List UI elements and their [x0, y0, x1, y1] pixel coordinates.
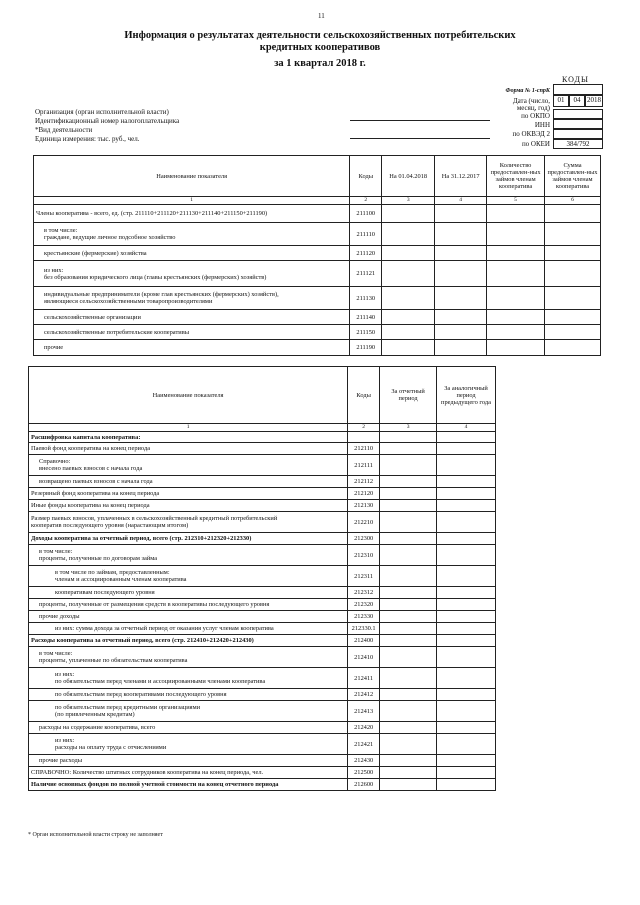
column-number: 1 — [34, 197, 350, 205]
column-header: Коды — [350, 156, 382, 197]
value-cell — [437, 668, 496, 689]
table-row — [29, 647, 496, 668]
table-row — [29, 500, 496, 512]
value-cell — [382, 287, 435, 310]
row-label — [29, 635, 348, 647]
value-cell — [545, 310, 601, 325]
table-row — [29, 488, 496, 500]
table-row — [29, 734, 496, 755]
value-cell — [437, 500, 496, 512]
row-label-text: Паевой фонд кооператива на конец периода — [31, 445, 151, 452]
row-code: 212300 — [348, 533, 380, 545]
row-label-text: Доходы кооператива за отчетный период, всего (стр. 212310+212320+212330) — [31, 535, 252, 542]
page-number: 11 — [318, 12, 325, 20]
row-label-text: Расходы кооператива за отчетный период, всего (стр. 212410+212420+212430) — [31, 637, 254, 644]
value-cell — [437, 533, 496, 545]
value-cell — [382, 340, 435, 356]
activity-underline — [350, 138, 490, 139]
row-code: 212130 — [348, 500, 380, 512]
value-cell — [435, 325, 487, 340]
value-cell — [380, 443, 437, 455]
row-code: 211100 — [350, 205, 382, 223]
row-label-text: из них: — [55, 737, 75, 744]
value-cell — [380, 599, 437, 611]
value-cell — [382, 223, 435, 246]
table-row — [29, 755, 496, 767]
row-label — [29, 767, 348, 779]
row-code: 212413 — [348, 701, 380, 722]
value-cell — [437, 545, 496, 566]
form-label: Форма № 1-спрК — [505, 88, 550, 94]
row-label-text: проценты, полученные от размещения средств в кооперативы последующего уровня — [39, 601, 270, 608]
column-number: 5 — [487, 197, 545, 205]
value-cell — [437, 476, 496, 488]
value-cell — [380, 432, 437, 443]
row-code: 212600 — [348, 779, 380, 791]
column-number: 4 — [437, 424, 496, 432]
table-row — [29, 701, 496, 722]
row-label-text: проценты, полученные по договорам займа — [39, 555, 158, 562]
okpo-box — [553, 109, 603, 119]
row-code: 212320 — [348, 599, 380, 611]
value-cell — [435, 310, 487, 325]
column-header: На 31.12.2017 — [435, 156, 487, 197]
row-label — [34, 340, 350, 356]
row-label-text: индивидуальные предприниматели (кроме глав крестьянских (фермерских) хозяйств), — [44, 291, 279, 298]
value-cell — [545, 340, 601, 356]
footnote: * Орган исполнительной власти строку не заполняет — [28, 832, 163, 838]
value-cell — [437, 611, 496, 623]
column-header: Сумма предоставлен-ных займов членам кооператива — [545, 156, 601, 197]
column-number-row — [34, 197, 601, 205]
value-cell — [382, 246, 435, 261]
value-cell — [487, 340, 545, 356]
row-label — [29, 647, 348, 668]
value-cell — [437, 455, 496, 476]
value-cell — [435, 223, 487, 246]
column-number: 4 — [435, 197, 487, 205]
table-row — [34, 287, 601, 310]
row-label-text: из них: — [55, 671, 75, 678]
row-label — [29, 755, 348, 767]
row-label — [29, 545, 348, 566]
row-label-text: по обязательствам перед кооперативами последующего уровня — [55, 691, 227, 698]
row-label — [29, 566, 348, 587]
row-label-text: кооператив последующего уровня (нарастающим итогом) — [31, 522, 189, 529]
value-cell — [437, 488, 496, 500]
row-label — [29, 512, 348, 533]
value-cell — [380, 545, 437, 566]
value-cell — [380, 635, 437, 647]
table-row — [34, 205, 601, 223]
okpo-label: по ОКПО — [521, 112, 550, 120]
row-code: 212412 — [348, 689, 380, 701]
row-code: 212111 — [348, 455, 380, 476]
column-number: 6 — [545, 197, 601, 205]
row-label — [29, 701, 348, 722]
date-year-box: 2018 — [585, 95, 603, 107]
org-underline — [350, 120, 490, 121]
row-label-text: расходы на содержание кооператива, всего — [39, 724, 156, 731]
inn-field-label: Идентификационный номер налогоплательщика — [35, 117, 180, 125]
unit-label: Единица измерения: тыс. руб., чел. — [35, 135, 140, 143]
row-label — [34, 205, 350, 223]
row-label-text: (по привлеченным кредитам) — [55, 711, 135, 718]
row-label — [29, 432, 348, 443]
row-label-text: в том числе: — [44, 227, 78, 234]
value-cell — [380, 512, 437, 533]
value-cell — [437, 432, 496, 443]
value-cell — [437, 587, 496, 599]
value-cell — [380, 623, 437, 635]
value-cell — [435, 246, 487, 261]
okei-label: по ОКЕИ — [521, 140, 550, 148]
row-label — [29, 443, 348, 455]
row-code: 212410 — [348, 647, 380, 668]
value-cell — [380, 488, 437, 500]
row-label-text: Иные фонды кооператива на конец периода — [31, 502, 150, 509]
row-label — [29, 476, 348, 488]
report-title-line1: Информация о результатах деятельности сельскохозяйственных потребительских — [124, 30, 516, 41]
column-number-row — [29, 424, 496, 432]
row-label-text: возвращено паевых взносов с начала года — [39, 478, 153, 485]
table-header-row — [34, 156, 601, 197]
row-code: 212120 — [348, 488, 380, 500]
table-row — [29, 623, 496, 635]
table-row — [29, 599, 496, 611]
row-label — [29, 623, 348, 635]
table-row — [29, 722, 496, 734]
okved-label: по ОКВЭД 2 — [512, 130, 550, 138]
report-title-line2: кредитных кооперативов — [259, 42, 381, 53]
row-code: 212311 — [348, 566, 380, 587]
value-cell — [545, 287, 601, 310]
table-row — [29, 587, 496, 599]
row-code: 211190 — [350, 340, 382, 356]
table-row — [34, 340, 601, 356]
table-row — [29, 635, 496, 647]
value-cell — [380, 611, 437, 623]
table-header-row — [29, 367, 496, 424]
row-label — [34, 287, 350, 310]
value-cell — [487, 287, 545, 310]
row-code: 211140 — [350, 310, 382, 325]
value-cell — [380, 455, 437, 476]
value-cell — [487, 223, 545, 246]
table-row — [34, 310, 601, 325]
inn-code-label: ИНН — [534, 121, 550, 129]
row-code: 212400 — [348, 635, 380, 647]
value-cell — [380, 587, 437, 599]
capital-table — [28, 366, 496, 791]
row-code: 212430 — [348, 755, 380, 767]
value-cell — [437, 701, 496, 722]
row-code: 212210 — [348, 512, 380, 533]
value-cell — [380, 647, 437, 668]
date-label: Дата (число, месяц, год) — [512, 97, 550, 112]
row-label — [34, 261, 350, 287]
row-code: 212110 — [348, 443, 380, 455]
table-row — [29, 545, 496, 566]
column-header: Наименование показателя — [29, 367, 348, 424]
okved-box — [553, 129, 603, 139]
row-label — [29, 779, 348, 791]
row-label-text: в том числе: — [39, 650, 73, 657]
column-header: За отчетный период — [380, 367, 437, 424]
row-label-text: по обязательствам перед членами и ассоциированными членами кооператива — [55, 678, 266, 685]
table-row — [29, 455, 496, 476]
value-cell — [380, 566, 437, 587]
row-label-text: сельскохозяйственные организации — [44, 313, 141, 321]
value-cell — [437, 599, 496, 611]
value-cell — [380, 755, 437, 767]
org-label: Организация (орган исполнительной власти) — [35, 108, 169, 116]
row-code: 212310 — [348, 545, 380, 566]
row-label — [34, 310, 350, 325]
value-cell — [435, 287, 487, 310]
row-label-text: являющиеся сельскохозяйственными товаропроизводителями — [44, 298, 213, 305]
value-cell — [545, 205, 601, 223]
table-row — [34, 223, 601, 246]
table-row — [29, 767, 496, 779]
value-cell — [437, 779, 496, 791]
row-label-text: по обязательствам перед кредитными организациями — [55, 704, 201, 711]
value-cell — [487, 310, 545, 325]
table-row — [29, 443, 496, 455]
table-row — [29, 668, 496, 689]
column-header: Количество предоставлен-ных займов членам кооператива — [487, 156, 545, 197]
column-number: 1 — [29, 424, 348, 432]
table-row — [29, 476, 496, 488]
date-month-box: 04 — [569, 95, 585, 107]
row-code: 211121 — [350, 261, 382, 287]
row-label-text: прочие — [44, 344, 64, 351]
row-label — [29, 599, 348, 611]
value-cell — [437, 512, 496, 533]
value-cell — [380, 779, 437, 791]
value-cell — [437, 443, 496, 455]
row-code: 211150 — [350, 325, 382, 340]
value-cell — [380, 476, 437, 488]
okei-box: 384/792 — [553, 139, 603, 149]
inn-box — [553, 119, 603, 129]
value-cell — [437, 689, 496, 701]
row-label-text: в том числе по займам, предоставленным: — [55, 569, 170, 576]
row-label-text: прочие доходы — [39, 613, 80, 620]
row-label-text: Расшифровка капитала кооператива: — [31, 433, 141, 441]
row-code: 212411 — [348, 668, 380, 689]
row-code: 212330 — [348, 611, 380, 623]
row-label-text: Размер паевых взносов, уплаченных в сельскохозяйственный кредитный потребительский — [31, 515, 278, 522]
value-cell — [380, 722, 437, 734]
value-cell — [380, 500, 437, 512]
row-label — [29, 734, 348, 755]
row-label-text: Резервный фонд кооператива на конец периода — [31, 490, 160, 497]
value-cell — [545, 246, 601, 261]
row-label-text: кооперативам последующего уровня — [55, 589, 155, 596]
row-label-text: внесено паевых взносов с начала года — [39, 465, 143, 472]
column-header: За аналогичный период предыдущего года — [437, 367, 496, 424]
table-row — [29, 512, 496, 533]
value-cell — [380, 533, 437, 545]
column-header: Наименование показателя — [34, 156, 350, 197]
row-code: 212421 — [348, 734, 380, 755]
row-code: 212500 — [348, 767, 380, 779]
value-cell — [380, 701, 437, 722]
value-cell — [545, 325, 601, 340]
row-label-text: проценты, уплаченные по обязательствам кооператива — [39, 657, 188, 664]
table-row — [34, 325, 601, 340]
table-row — [29, 611, 496, 623]
value-cell — [382, 325, 435, 340]
row-code — [348, 432, 380, 443]
value-cell — [437, 755, 496, 767]
row-code: 212112 — [348, 476, 380, 488]
row-label — [34, 325, 350, 340]
row-code: 211120 — [350, 246, 382, 261]
value-cell — [380, 767, 437, 779]
value-cell — [382, 261, 435, 287]
row-label-text: без образования юридического лица (главы крестьянских (фермерских) хозяйств) — [44, 273, 267, 281]
row-label — [29, 587, 348, 599]
members-table — [33, 155, 601, 356]
value-cell — [380, 668, 437, 689]
table-row — [29, 566, 496, 587]
table-row — [29, 533, 496, 545]
report-title-line3: за 1 квартал 2018 г. — [274, 58, 366, 69]
row-label-text: Справочно: — [39, 458, 71, 465]
value-cell — [435, 340, 487, 356]
row-code: 212420 — [348, 722, 380, 734]
value-cell — [380, 689, 437, 701]
row-label-text: расходы на оплату труда с отчислениями — [55, 744, 167, 751]
value-cell — [380, 734, 437, 755]
value-cell — [435, 261, 487, 287]
form-code-box — [553, 84, 603, 95]
row-label — [34, 223, 350, 246]
table-row — [29, 689, 496, 701]
value-cell — [437, 647, 496, 668]
row-label-text: Наличие основных фондов по полной учетной стоимости на конец отчетного периода — [31, 781, 279, 788]
value-cell — [437, 623, 496, 635]
row-label-text: членам и ассоциированным членам кооператива — [55, 576, 187, 583]
column-number: 3 — [380, 424, 437, 432]
column-header: На 01.04.2018 — [382, 156, 435, 197]
row-label — [29, 689, 348, 701]
row-label — [29, 722, 348, 734]
value-cell — [487, 246, 545, 261]
codes-label: КОДЫ — [562, 75, 589, 84]
row-label-text: крестьянские (фермерские) хозяйства — [44, 249, 147, 257]
value-cell — [437, 566, 496, 587]
row-label — [29, 500, 348, 512]
row-label — [29, 455, 348, 476]
row-label-text: из них: сумма дохода за отчетный период от оказания услуг членам кооператива — [55, 625, 274, 632]
row-label — [29, 611, 348, 623]
row-label-text: прочие расходы — [39, 757, 83, 764]
value-cell — [487, 205, 545, 223]
row-label-text: сельскохозяйственные потребительские кооперативы — [44, 328, 190, 336]
row-label — [34, 246, 350, 261]
row-label — [29, 533, 348, 545]
row-code: 212312 — [348, 587, 380, 599]
column-number: 2 — [348, 424, 380, 432]
table-row — [29, 779, 496, 791]
table-row — [34, 246, 601, 261]
row-label-text: из них: — [44, 266, 64, 274]
date-day-box: 01 — [553, 95, 569, 107]
value-cell — [382, 205, 435, 223]
column-number: 2 — [350, 197, 382, 205]
value-cell — [437, 767, 496, 779]
value-cell — [487, 261, 545, 287]
table-row — [34, 261, 601, 287]
value-cell — [382, 310, 435, 325]
activity-label: *Вид деятельности — [35, 126, 93, 134]
value-cell — [545, 261, 601, 287]
row-label-text: граждане, ведущие личное подсобное хозяйство — [44, 234, 176, 241]
row-label — [29, 668, 348, 689]
column-number: 3 — [382, 197, 435, 205]
value-cell — [487, 325, 545, 340]
row-code: 212330.1 — [348, 623, 380, 635]
value-cell — [437, 635, 496, 647]
value-cell — [435, 205, 487, 223]
value-cell — [437, 722, 496, 734]
row-label-text: Члены кооператива - всего, ед. (стр. 211110+211120+211130+211140+211150+211190) — [36, 210, 268, 217]
row-code: 211110 — [350, 223, 382, 246]
row-label-text: в том числе: — [39, 548, 73, 555]
table-row — [29, 432, 496, 443]
row-label — [29, 488, 348, 500]
column-header: Коды — [348, 367, 380, 424]
row-label-text: СПРАВОЧНО: Количество штатных сотрудников кооператива на конец периода, чел. — [31, 769, 264, 776]
value-cell — [437, 734, 496, 755]
value-cell — [545, 223, 601, 246]
row-code: 211130 — [350, 287, 382, 310]
